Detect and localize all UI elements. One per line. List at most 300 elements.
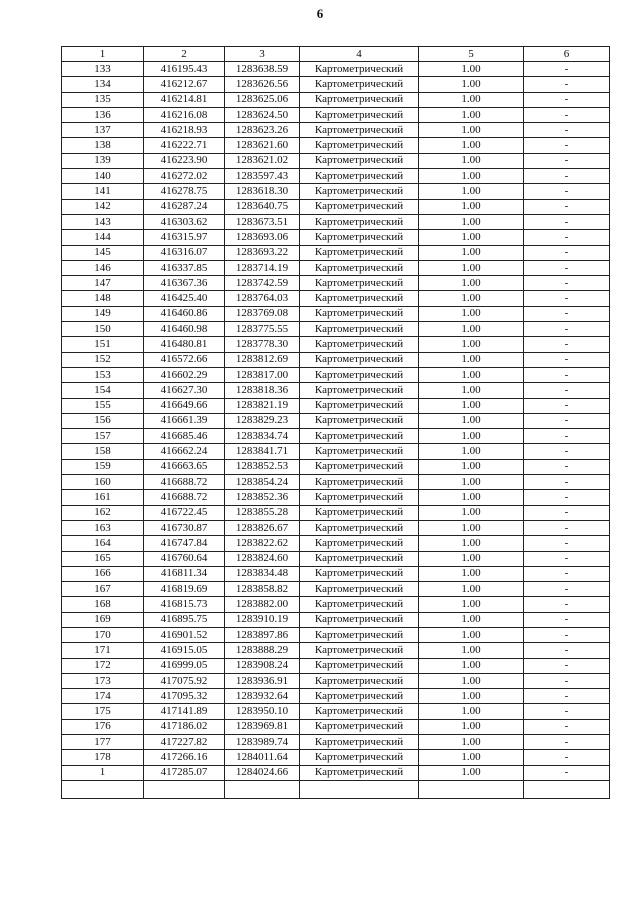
table-cell: Картометрический: [300, 62, 419, 77]
table-row: [62, 612, 610, 627]
table-cell: -: [524, 291, 610, 306]
table-cell: Картометрический: [300, 627, 419, 642]
table-cell: 156: [62, 413, 144, 428]
table-cell: -: [524, 597, 610, 612]
table-cell: -: [524, 520, 610, 535]
table-cell: Картометрический: [300, 352, 419, 367]
column-header: 5: [419, 47, 524, 62]
table-cell: -: [524, 765, 610, 780]
table-cell: 1283950.10: [225, 704, 300, 719]
table-cell: 417095.32: [144, 689, 225, 704]
table-row: [62, 689, 610, 704]
table-row: [62, 765, 610, 780]
table-cell: 141: [62, 184, 144, 199]
table-cell: 1.00: [419, 291, 524, 306]
table-cell: 149: [62, 306, 144, 321]
table-row: [62, 719, 610, 734]
table-cell: 1284011.64: [225, 750, 300, 765]
table-cell: -: [524, 199, 610, 214]
empty-table-cell: [419, 780, 524, 798]
table-cell: Картометрический: [300, 444, 419, 459]
table-cell: 1283638.59: [225, 62, 300, 77]
table-cell: -: [524, 413, 610, 428]
table-row: [62, 383, 610, 398]
table-cell: 1283597.43: [225, 169, 300, 184]
table-cell: Картометрический: [300, 459, 419, 474]
table-cell: 416661.39: [144, 413, 225, 428]
table-cell: 175: [62, 704, 144, 719]
table-cell: 416662.24: [144, 444, 225, 459]
table-cell: 148: [62, 291, 144, 306]
table-cell: 154: [62, 383, 144, 398]
table-cell: Картометрический: [300, 429, 419, 444]
table-cell: 1.00: [419, 490, 524, 505]
table-cell: 417186.02: [144, 719, 225, 734]
table-cell: Картометрический: [300, 184, 419, 199]
table-cell: 1283618.30: [225, 184, 300, 199]
table-cell: 416460.86: [144, 306, 225, 321]
table-row: [62, 184, 610, 199]
table-cell: 1283888.29: [225, 643, 300, 658]
table-row: [62, 306, 610, 321]
table-cell: 1283714.19: [225, 260, 300, 275]
table-cell: -: [524, 138, 610, 153]
table-cell: 1283775.55: [225, 322, 300, 337]
table-row: [62, 322, 610, 337]
table-cell: 1.00: [419, 719, 524, 734]
table-cell: 1283673.51: [225, 214, 300, 229]
table-cell: -: [524, 245, 610, 260]
table-cell: -: [524, 92, 610, 107]
table-cell: 1.00: [419, 77, 524, 92]
table-cell: Картометрический: [300, 520, 419, 535]
table-cell: Картометрический: [300, 566, 419, 581]
table-cell: 1.00: [419, 765, 524, 780]
table-cell: 133: [62, 62, 144, 77]
table-cell: 417266.16: [144, 750, 225, 765]
table-cell: -: [524, 719, 610, 734]
table-cell: 150: [62, 322, 144, 337]
table-cell: -: [524, 490, 610, 505]
table-cell: -: [524, 750, 610, 765]
table-row: [62, 169, 610, 184]
table-cell: Картометрический: [300, 582, 419, 597]
table-cell: 170: [62, 627, 144, 642]
table-cell: 1.00: [419, 153, 524, 168]
table-cell: 1283742.59: [225, 276, 300, 291]
table-cell: 416688.72: [144, 490, 225, 505]
table-cell: Картометрический: [300, 77, 419, 92]
table-cell: 1283764.03: [225, 291, 300, 306]
table-cell: 1283812.69: [225, 352, 300, 367]
table-cell: -: [524, 337, 610, 352]
table-cell: -: [524, 260, 610, 275]
table-row: [62, 138, 610, 153]
table-cell: 1283910.19: [225, 612, 300, 627]
table-cell: 163: [62, 520, 144, 535]
table-cell: -: [524, 77, 610, 92]
table-cell: 164: [62, 536, 144, 551]
table-cell: 165: [62, 551, 144, 566]
table-row: [62, 337, 610, 352]
table-cell: -: [524, 322, 610, 337]
table-cell: 416895.75: [144, 612, 225, 627]
table-cell: 136: [62, 107, 144, 122]
table-cell: Картометрический: [300, 413, 419, 428]
table-cell: Картометрический: [300, 123, 419, 138]
table-cell: 1.00: [419, 214, 524, 229]
table-cell: 1283841.71: [225, 444, 300, 459]
table-cell: 416663.65: [144, 459, 225, 474]
table-row: [62, 107, 610, 122]
table-cell: 1: [62, 765, 144, 780]
table-cell: 1283623.26: [225, 123, 300, 138]
table-cell: 1.00: [419, 429, 524, 444]
table-cell: Картометрический: [300, 658, 419, 673]
table-cell: 1.00: [419, 276, 524, 291]
table-cell: 167: [62, 582, 144, 597]
table-cell: 174: [62, 689, 144, 704]
table-cell: 1.00: [419, 643, 524, 658]
empty-table-cell: [225, 780, 300, 798]
table-cell: Картометрический: [300, 291, 419, 306]
table-cell: 1.00: [419, 704, 524, 719]
column-header: 2: [144, 47, 225, 62]
table-cell: 1283817.00: [225, 367, 300, 382]
table-cell: 142: [62, 199, 144, 214]
table-row: [62, 352, 610, 367]
table-cell: -: [524, 735, 610, 750]
table-cell: 1.00: [419, 230, 524, 245]
table-row: [62, 566, 610, 581]
table-cell: 168: [62, 597, 144, 612]
table-cell: -: [524, 689, 610, 704]
table-cell: -: [524, 459, 610, 474]
table-cell: Картометрический: [300, 704, 419, 719]
table-cell: 139: [62, 153, 144, 168]
table-cell: 1283826.67: [225, 520, 300, 535]
table-cell: 159: [62, 459, 144, 474]
table-row: [62, 245, 610, 260]
table-cell: -: [524, 352, 610, 367]
table-cell: 1.00: [419, 413, 524, 428]
table-cell: 1.00: [419, 107, 524, 122]
table-cell: 1.00: [419, 520, 524, 535]
table-cell: 1.00: [419, 245, 524, 260]
table-cell: 416287.24: [144, 199, 225, 214]
table-cell: 416216.08: [144, 107, 225, 122]
empty-table-cell: [300, 780, 419, 798]
table-cell: 157: [62, 429, 144, 444]
table-cell: 416425.40: [144, 291, 225, 306]
table-cell: 416688.72: [144, 475, 225, 490]
table-row: [62, 77, 610, 92]
table-cell: Картометрический: [300, 214, 419, 229]
table-cell: 416602.29: [144, 367, 225, 382]
table-cell: 416747.84: [144, 536, 225, 551]
table-cell: Картометрический: [300, 475, 419, 490]
table-cell: 1.00: [419, 367, 524, 382]
table-row: [62, 413, 610, 428]
table-row: [62, 505, 610, 520]
table-row: [62, 735, 610, 750]
table-cell: 1.00: [419, 536, 524, 551]
table-cell: 416303.62: [144, 214, 225, 229]
table-cell: 1283769.08: [225, 306, 300, 321]
table-row: [62, 551, 610, 566]
table-cell: Картометрический: [300, 260, 419, 275]
table-cell: 416730.87: [144, 520, 225, 535]
table-cell: -: [524, 429, 610, 444]
table-cell: 416460.98: [144, 322, 225, 337]
table-cell: 1283855.28: [225, 505, 300, 520]
table-cell: 1284024.66: [225, 765, 300, 780]
table-cell: Картометрический: [300, 597, 419, 612]
table-cell: 1283854.24: [225, 475, 300, 490]
table-cell: -: [524, 398, 610, 413]
table-row: [62, 673, 610, 688]
table-cell: -: [524, 367, 610, 382]
table-cell: 1.00: [419, 505, 524, 520]
table-cell: Картометрический: [300, 398, 419, 413]
table-cell: 144: [62, 230, 144, 245]
table-cell: 1.00: [419, 306, 524, 321]
table-row: [62, 536, 610, 551]
table-cell: Картометрический: [300, 138, 419, 153]
table-cell: 1.00: [419, 260, 524, 275]
table-cell: Картометрический: [300, 551, 419, 566]
table-cell: -: [524, 658, 610, 673]
table-cell: Картометрический: [300, 536, 419, 551]
table-cell: 1283852.53: [225, 459, 300, 474]
column-header: 1: [62, 47, 144, 62]
table-cell: 158: [62, 444, 144, 459]
empty-table-cell: [144, 780, 225, 798]
table-cell: 1.00: [419, 352, 524, 367]
table-cell: 1283834.74: [225, 429, 300, 444]
table-cell: 1.00: [419, 184, 524, 199]
table-cell: 1283821.19: [225, 398, 300, 413]
table-cell: Картометрический: [300, 383, 419, 398]
table-cell: 416901.52: [144, 627, 225, 642]
table-cell: 416337.85: [144, 260, 225, 275]
table-cell: Картометрический: [300, 153, 419, 168]
table-cell: Картометрический: [300, 643, 419, 658]
table-cell: 1283829.23: [225, 413, 300, 428]
table-row: [62, 199, 610, 214]
table-cell: 416915.05: [144, 643, 225, 658]
table-cell: 1283693.22: [225, 245, 300, 260]
table-row: [62, 398, 610, 413]
table-cell: 140: [62, 169, 144, 184]
table-cell: Картометрический: [300, 719, 419, 734]
table-cell: 416222.71: [144, 138, 225, 153]
table-row: [62, 750, 610, 765]
table-cell: 1283625.06: [225, 92, 300, 107]
table-cell: 162: [62, 505, 144, 520]
table-cell: Картометрический: [300, 199, 419, 214]
table-cell: 416811.34: [144, 566, 225, 581]
table-cell: 1283693.06: [225, 230, 300, 245]
table-cell: 416212.67: [144, 77, 225, 92]
table-cell: 1.00: [419, 627, 524, 642]
table-cell: 135: [62, 92, 144, 107]
table-cell: 1283897.86: [225, 627, 300, 642]
table-row: [62, 153, 610, 168]
table-cell: 416315.97: [144, 230, 225, 245]
table-cell: 417141.89: [144, 704, 225, 719]
table-row: [62, 582, 610, 597]
table-cell: -: [524, 627, 610, 642]
table-cell: 1.00: [419, 62, 524, 77]
table-cell: -: [524, 306, 610, 321]
table-cell: -: [524, 153, 610, 168]
empty-table-row: [62, 780, 610, 798]
table-cell: Картометрический: [300, 673, 419, 688]
table-cell: 172: [62, 658, 144, 673]
table-cell: 416685.46: [144, 429, 225, 444]
table-cell: 177: [62, 735, 144, 750]
column-header: 4: [300, 47, 419, 62]
table-cell: 416316.07: [144, 245, 225, 260]
empty-table-cell: [62, 780, 144, 798]
table-row: [62, 92, 610, 107]
table-cell: 1.00: [419, 169, 524, 184]
table-cell: 1.00: [419, 658, 524, 673]
table-cell: 416223.90: [144, 153, 225, 168]
table-cell: 1283621.60: [225, 138, 300, 153]
table-cell: 416627.30: [144, 383, 225, 398]
table-cell: 1.00: [419, 750, 524, 765]
table-cell: Картометрический: [300, 505, 419, 520]
table-cell: Картометрический: [300, 230, 419, 245]
table-cell: Картометрический: [300, 689, 419, 704]
table-cell: 1283834.48: [225, 566, 300, 581]
table-cell: 416649.66: [144, 398, 225, 413]
table-cell: 417075.92: [144, 673, 225, 688]
page-number: 6: [316, 6, 324, 21]
table-cell: Картометрический: [300, 306, 419, 321]
table-cell: 1283882.00: [225, 597, 300, 612]
table-row: [62, 704, 610, 719]
column-header: 3: [225, 47, 300, 62]
table-cell: 137: [62, 123, 144, 138]
table-row: [62, 260, 610, 275]
table-cell: 176: [62, 719, 144, 734]
table-cell: 1283989.74: [225, 735, 300, 750]
table-cell: 1283969.81: [225, 719, 300, 734]
table-row: [62, 658, 610, 673]
table-cell: 1283822.62: [225, 536, 300, 551]
table-row: [62, 214, 610, 229]
table-cell: -: [524, 230, 610, 245]
table-cell: 1283852.36: [225, 490, 300, 505]
table-cell: 1.00: [419, 735, 524, 750]
table-cell: 1.00: [419, 138, 524, 153]
table-cell: 1.00: [419, 383, 524, 398]
table-cell: 160: [62, 475, 144, 490]
table-cell: -: [524, 536, 610, 551]
table-row: [62, 475, 610, 490]
table-cell: -: [524, 551, 610, 566]
table-cell: 1.00: [419, 92, 524, 107]
table-cell: 416480.81: [144, 337, 225, 352]
table-row: [62, 230, 610, 245]
table-cell: -: [524, 444, 610, 459]
table-cell: 152: [62, 352, 144, 367]
table-cell: 1283640.75: [225, 199, 300, 214]
table-cell: 416272.02: [144, 169, 225, 184]
table-cell: 1.00: [419, 566, 524, 581]
table-cell: Картометрический: [300, 322, 419, 337]
table-cell: -: [524, 123, 610, 138]
table-cell: -: [524, 643, 610, 658]
table-row: [62, 291, 610, 306]
table-cell: 1283936.91: [225, 673, 300, 688]
table-cell: Картометрический: [300, 245, 419, 260]
table-row: [62, 520, 610, 535]
table-cell: 155: [62, 398, 144, 413]
table-cell: -: [524, 107, 610, 122]
table-cell: -: [524, 475, 610, 490]
table-cell: 1.00: [419, 582, 524, 597]
table-cell: 416999.05: [144, 658, 225, 673]
table-cell: 416195.43: [144, 62, 225, 77]
table-row: [62, 367, 610, 382]
table-body: [62, 62, 610, 799]
table-cell: -: [524, 612, 610, 627]
table-cell: 1.00: [419, 673, 524, 688]
table-cell: 153: [62, 367, 144, 382]
table-cell: Картометрический: [300, 735, 419, 750]
table-row: [62, 490, 610, 505]
table-cell: 138: [62, 138, 144, 153]
table-cell: Картометрический: [300, 765, 419, 780]
table-cell: -: [524, 383, 610, 398]
table-cell: 1.00: [419, 398, 524, 413]
table-cell: -: [524, 184, 610, 199]
table-cell: -: [524, 62, 610, 77]
table-cell: 1.00: [419, 459, 524, 474]
table-cell: 166: [62, 566, 144, 581]
table-cell: 1283858.82: [225, 582, 300, 597]
table-cell: 1.00: [419, 322, 524, 337]
table-cell: -: [524, 673, 610, 688]
table-cell: -: [524, 566, 610, 581]
table-row: [62, 429, 610, 444]
table-cell: 416214.81: [144, 92, 225, 107]
table-cell: 143: [62, 214, 144, 229]
table-row: [62, 597, 610, 612]
table-cell: -: [524, 505, 610, 520]
table-cell: 1283818.36: [225, 383, 300, 398]
table-cell: 416278.75: [144, 184, 225, 199]
table-cell: 1283932.64: [225, 689, 300, 704]
table-cell: 161: [62, 490, 144, 505]
table-cell: -: [524, 169, 610, 184]
table-cell: Картометрический: [300, 276, 419, 291]
table-cell: 171: [62, 643, 144, 658]
table-row: [62, 627, 610, 642]
table-cell: 416819.69: [144, 582, 225, 597]
table-cell: 1283908.24: [225, 658, 300, 673]
table-cell: 1283624.50: [225, 107, 300, 122]
table-cell: 416218.93: [144, 123, 225, 138]
table-cell: Картометрический: [300, 92, 419, 107]
table-cell: 147: [62, 276, 144, 291]
table-cell: 1283621.02: [225, 153, 300, 168]
table-cell: 1283824.60: [225, 551, 300, 566]
